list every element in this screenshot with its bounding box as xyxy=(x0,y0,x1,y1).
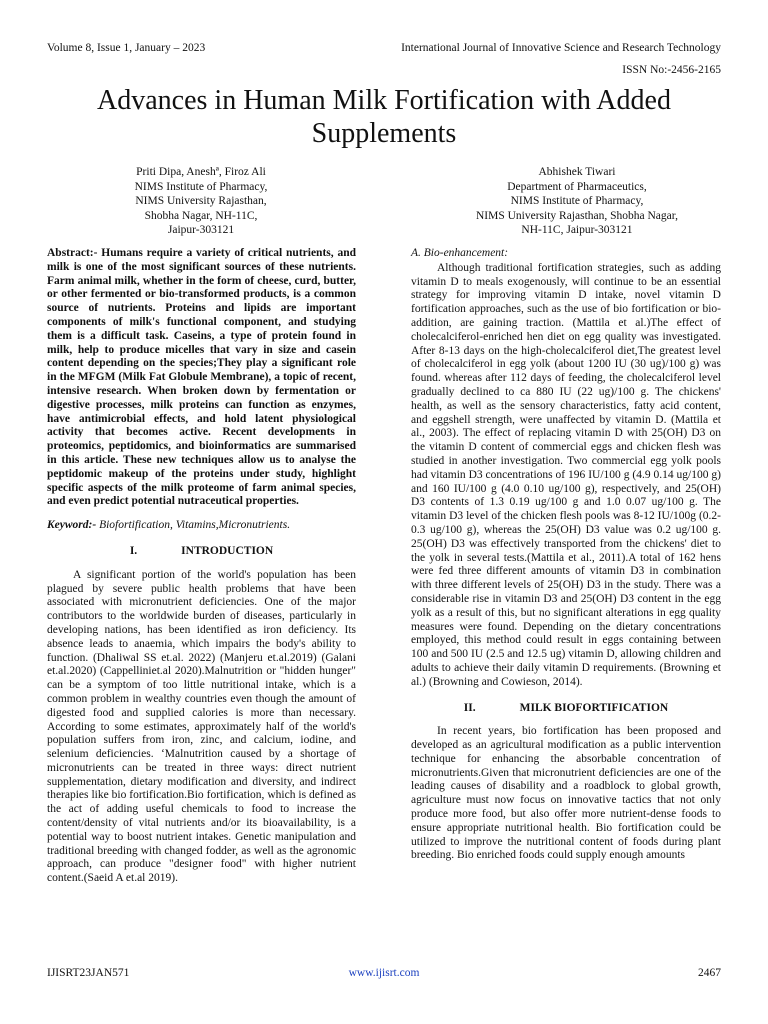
journal-volume: Volume 8, Issue 1, January – 2023 xyxy=(47,42,206,54)
author-left-line: Shobha Nagar, NH-11C, xyxy=(144,209,258,222)
author-left-line: Priti Dipa, Aneshª, Firoz Ali xyxy=(136,166,266,178)
keywords xyxy=(47,519,356,533)
section-title: INTRODUCTION xyxy=(181,544,274,557)
author-right-line: NH-11C, Jaipur-303121 xyxy=(521,224,633,236)
section-number: II. xyxy=(463,701,476,714)
author-block-left xyxy=(95,165,307,238)
abstract: Abstract:- Humans require a variety of critical nutrients, and milk is one of the most significant sources of these nutrients. Farm animal milk, whether in the form of cheese, curd, butter, or other fermented or bio-transformed products, is a common source of nutrients. Proteins and lipids are important components of milk's functional component, and studying them is a difficult task. Caseins, a type of protein found in milk, help to produce micelles that vary in size and casein content depending on the species;They play a significant role in the MFGM (Milk Fat Globule Membrane), a topic of recent, intensive research. When broken down by fermentation or digestive processes, milk proteins can function as enzymes, have antimicrobial effects, and hold latent physiological activity that becomes active. Recent developments in proteomics, peptidomics, and bioinformatics are summarised in this article. These new techniques allow us to analyse the peptidomic makeup of the proteins under study, highlight specific aspects of the milk proteome of farm animal species, and even predict potential nutraceutical properties. xyxy=(47,247,356,508)
section-heading-introduction xyxy=(47,545,356,559)
introduction-paragraph: A significant portion of the world's population has been plagued by severe public health problems that have been associated with micronutrient deficiencies. One of the major contributors to the worldwide burden of diseases, particularly in developing nations, has been identified as iron deficiency. Its absence leads to anaemia, which impairs the body's ability to function. (Dhaliwal SS et.al. 2022) (Manjeru et.al.2019) (Galani et.al.2020) (Cappelliniet.al 2020).Malnutrition or "hidden hunger" can be a symptom of too little nutritional intake, which is a common problem in wealthy countries even though the amount of digested food and supplied calories is more than necessary. According to some estimates, approximately half of the world's population suffers from iron, zinc, and calcium, iodine, and selenium deficiencies. ‘Malnutrition caused by a shortage of micronutrients can be treated in three ways: direct nutrient supplementation, dietary modification and diversity, and indirect therapies like bio fortification.Bio fortification, which is defined as the act of adding useful chemicals to food to increase the content/density of vital nutrients and/or its bioavailability, is a potential way to boost nutrient intakes. Genetic manipulation and traditional breeding with changed fodder, as well as the agronomic approach, can produce "designer food" with higher nutrient content.(Saeid A et.al 2019). xyxy=(47,568,356,885)
author-right-line: NIMS University Rajasthan, Shobha Nagar, xyxy=(475,209,679,222)
page-number: 2467 xyxy=(698,967,721,979)
author-left-line: NIMS University Rajasthan, xyxy=(135,195,267,207)
author-left-line: NIMS Institute of Pharmacy, xyxy=(134,180,268,193)
keywords-text: Biofortification, Vitamins,Micronutrients. xyxy=(96,519,291,532)
section-heading-milk-biofortification xyxy=(411,702,721,716)
left-column xyxy=(47,247,356,886)
section-title: MILK BIOFORTIFICATION xyxy=(519,701,669,714)
author-block-right xyxy=(420,165,734,238)
section-number: I. xyxy=(129,544,138,557)
keywords-label: Keyword:- xyxy=(47,519,97,532)
issn-number: ISSN No:-2456-2165 xyxy=(622,64,721,76)
journal-name: International Journal of Innovative Science and Research Technology xyxy=(401,42,721,54)
paper-title: Advances in Human Milk Fortification with Added Supplements xyxy=(97,85,671,149)
journal-website-link[interactable]: www.ijisrt.com xyxy=(348,967,420,979)
milk-biofortification-paragraph: In recent years, bio fortification has been proposed and developed as an agricultural modification as a public intervention technique for enhancing the absorbable concentration of micronutrients.Given that micronutrient deficiencies are one of the leading causes of disability and a roadblock to global growth, agriculture must now focus on innovative tactics that not only produce more food, but also offer more nutrient-dense foods to ensure appropriate nutritional health. Bio fortification could be utilized to improve the nutritional content of foods during plant breeding. Bio enriched foods could supply enough amounts xyxy=(411,725,721,862)
author-right-line: Abhishek Tiwari xyxy=(538,166,616,178)
author-left-line: Jaipur-303121 xyxy=(167,224,235,236)
author-right-line: NIMS Institute of Pharmacy, xyxy=(510,195,644,207)
article-id: IJISRT23JAN571 xyxy=(47,967,130,979)
right-column xyxy=(411,247,721,863)
author-right-line: Department of Pharmaceutics, xyxy=(507,180,647,193)
subsection-heading-bio-enhancement: A. Bio-enhancement: xyxy=(411,247,509,259)
bio-enhancement-paragraph: Although traditional fortification strategies, such as adding vitamin D to meals exogenously, will continue to be an essential strategy for improving vitamin D intake, novel vitamin D fortification approaches, such as the use of bio fortification or bio-addition, are gaining traction. (Mattila et al.)The effect of cholecalciferol-enriched hen diet on egg quality was investigated. After 8-13 days on the high-cholecalciferol diet,The greatest level of cholecalciferol in egg yolk (about 1200 IU (30 ug)/100 g) was found. whereas after 112 days of feeding, the cholecalciferol level gradually declined to ca 880 IU (22 ug)/100 g. The chickens' health, as well as the sensory characteristics, fatty acid content, and eggshell strength, were unaffected by vitamin D. (Mattila et al., 2003). The effect of replacing vitamin D with 25(OH) D3 on the vitamin D content of commercial eggs and chicken flesh was studied in another investigation. Two commercial egg yolk pools had vitamin D3 concentrations of 196 IU/100 g (4.9 0.14 ug/100 g) and 160 IU/100 g (4.0 0.10 ug/100 g), respectively, and 25(OH) D3 contents of 1.3 0.19 ug/100 g and 1.0 0.07 ug/100 g. The vitamin D3 level of the chicken flesh pools was 8-12 IU/100g (0.2-0.3 ug/100 g), whereas the 25(OH) D3 value was 0.2 ug/100 g. 25(OH) D3 was effectively transported from the chickens' diet to the yolk in several tests.(Mattila et al., 2011).A total of 162 hens were fed three different amounts of vitamin D3 in combination with three different levels of 25(OH) D3 in the study. There was a considerable rise in vitamin D3 and 25(OH) D3 content in the egg yolk as a result of this, but no significant alterations in egg quality measures were found. Depending on the dietary concentrations employed, this method could result in eggs containing between 100 and 500 IU (2.5 and 12.5 ug) vitamin D, allowing children and adults to achieve their daily vitamin D requirements. (Browning et al.) (Browning and Cowieson, 2014). xyxy=(411,261,721,688)
